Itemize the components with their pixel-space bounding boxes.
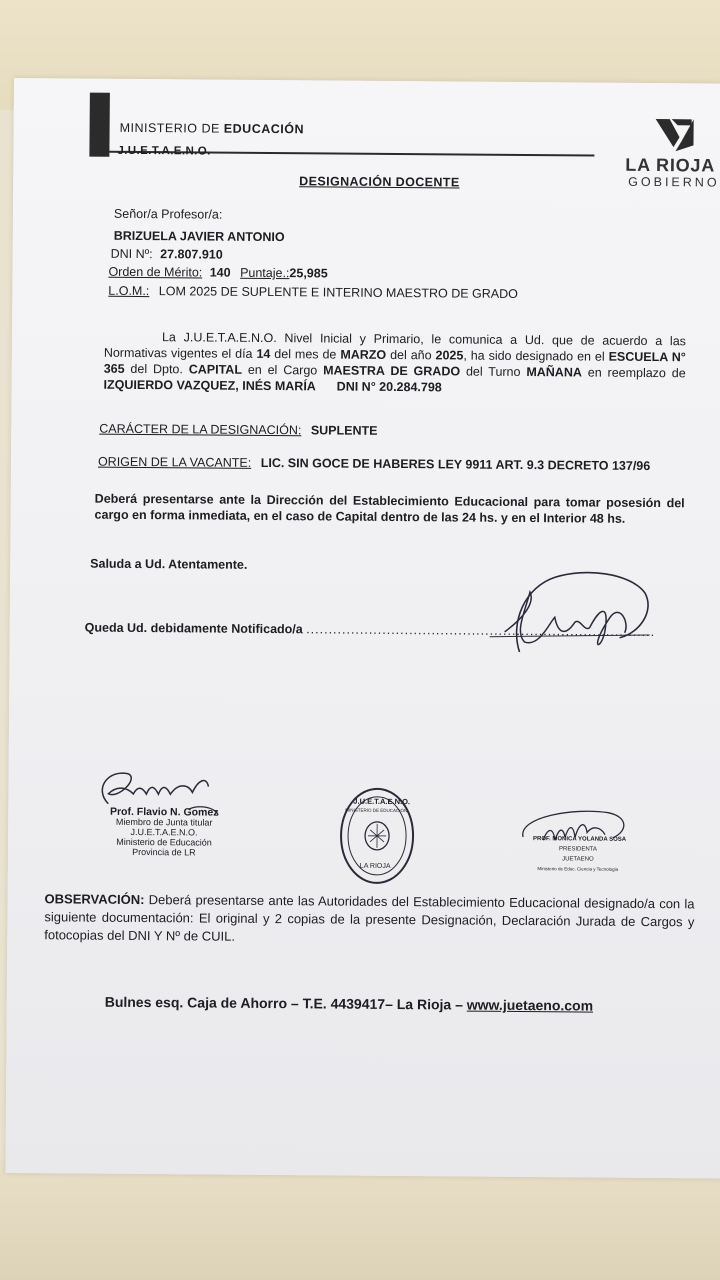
footer-contact: Bulnes esq. Caja de Ahorro – T.E. 4439417– La Rioja – www.juetaeno.com: [104, 993, 594, 1014]
left-signatory: Prof. Flavio N. Gomez Miembro de Junta titular J.U.E.T.A.E.N.O. Ministerio de Educación Provincia de LR: [109, 805, 219, 858]
character-value: SUPLENTE: [310, 423, 378, 438]
dni-label: DNI Nº:: [110, 246, 153, 262]
character-line: [99, 422, 377, 438]
salutation: Señor/a Profesor/a:: [113, 206, 223, 222]
origin-value: LIC. SIN GOCE DE HABERES LEY 9911 ART. 9.3 DECRETO 137/96: [260, 455, 651, 474]
origin-line: [98, 455, 650, 473]
seal-top-text: J.U.E.T.A.E.N.O.: [353, 796, 411, 807]
designation-paragraph: La J.U.E.T.A.E.N.O. Nivel Inicial y Primario, le comunica a Ud. que de acuerdo a las Normativas vigentes el día 14 del mes de MARZO del año 2025, ha sido designado en el ESCUELA N° 365 del Dpto. CAPITAL en el Cargo MAESTRA DE GRADO del Turno MAÑANA en reemplazo de IZQUIERDO VAZQUEZ, INÉS MARÍA DNI N° 20.284.798: [103, 330, 687, 395]
ministry-name: MINISTERIO DE EDUCACIÓN: [119, 120, 305, 137]
teacher-signature-icon: [479, 562, 680, 674]
table-surface-bottom: [0, 1160, 720, 1280]
seal-bottom-text: LA RIOJA: [359, 862, 391, 870]
teacher-name: BRIZUELA JAVIER ANTONIO: [113, 228, 285, 245]
instruction-paragraph: Deberá presentarse ante la Dirección del Establecimiento Educacional para tomar posesión del cargo en forma inmediata, en el caso de Capital dentro de las 24 hs. y en el Interior 48 hs.: [94, 491, 685, 526]
dni-line: [111, 247, 223, 262]
org-name: J.U.E.T.A.E.N.O.: [117, 144, 211, 158]
observation-paragraph: OBSERVACIÓN: Deberá presentarse ante las Autoridades del Establecimiento Educacional designado/a con la siguiente documentación: El original y 2 copias de la presente Designación, Declaración Jurada de Cargos y fotocopias del DNI Y Nº de CUIL.: [44, 891, 695, 944]
observation-label: OBSERVACIÓN:: [44, 891, 145, 908]
seal-ring-text: MINISTERIO DE EDUCACIÓN: [345, 807, 408, 814]
greeting: Saluda a Ud. Atentamente.: [90, 556, 248, 572]
dni-value: 27.807.910: [160, 247, 223, 262]
character-label: CARÁCTER DE LA DESIGNACIÓN:: [99, 421, 302, 438]
website-link[interactable]: www.juetaeno.com: [466, 996, 594, 1014]
right-signatory: PROF. MONICA YOLANDA SOSA PRESIDENTA JUETAENO Ministerio de Educ. Ciencia y Tecnologia: [533, 836, 627, 872]
region-government: GOBIERNO: [628, 174, 720, 190]
merit-line: [108, 265, 327, 281]
lom-value: LOM 2025 DE SUPLENTE E INTERINO MAESTRO DE GRADO: [158, 284, 518, 301]
document-title: DESIGNACIÓN DOCENTE: [299, 174, 460, 190]
lom-label: L.O.M.:: [108, 283, 150, 299]
merit-value: 140: [209, 265, 231, 280]
origin-label: ORIGEN DE LA VACANTE:: [97, 454, 252, 470]
score-label: Puntaje.:: [240, 265, 290, 281]
la-rioja-logo-icon: [653, 115, 697, 155]
region-name: LA RIOJA: [625, 154, 716, 176]
header-bar: [89, 93, 110, 157]
notified-line: Queda Ud. debidamente Notificado/a ..............................................................................: [84, 620, 656, 640]
document-page: [5, 78, 720, 1179]
merit-label: Orden de Mérito:: [108, 264, 203, 280]
score-value: 25,985: [289, 266, 328, 281]
lom-line: [108, 284, 518, 301]
